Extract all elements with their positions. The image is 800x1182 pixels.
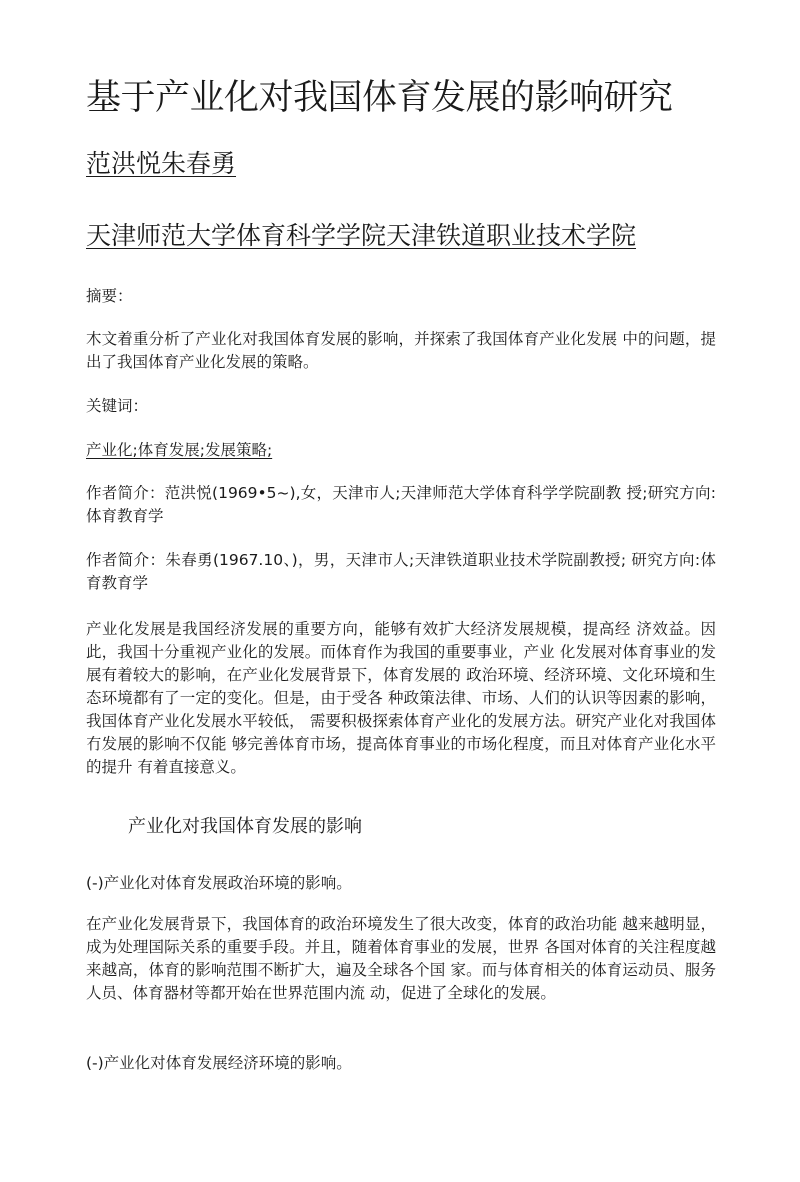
subsection-heading-political: (-)产业化对体育发展政治环境的影响。 xyxy=(86,874,352,892)
author-affiliation: 天津师范大学体育科学学院天津铁道职业技术学院 xyxy=(86,221,637,250)
subsection-heading-economic: (-)产业化对体育发展经济环境的影响。 xyxy=(86,1054,352,1072)
subsection-text-political: 在产业化发展背景下，我国体育的政治环境发生了很大改变，体育的政治功能 越来越明显，成为处理国际关系的重要手段。并且，随着体育事业的发展，世界 各国对体育的关注程度越来越高，体育的影响范围不断扩大，遍及全球各个国 家。而与体育相关的体育运动员、服务人员、体育器材等都开始在世界范围内流 动，促进了全球化的发展。 xyxy=(86,915,716,1002)
abstract-label: 摘要： xyxy=(86,287,133,305)
author-bio-1: 作者简介：范洪悦(1969•5~),女，天津市人;天津师范大学体育科学学院副教 授;研究方向:体育教育学 xyxy=(86,484,716,525)
section-heading: 产业化对我国体育发展的影响 xyxy=(128,816,362,837)
author-names: 范洪悦朱春勇 xyxy=(86,149,237,178)
document-title: 基于产业化对我国体育发展的影响研究 xyxy=(86,78,673,118)
abstract-text: 木文着重分析了产业化对我国体育发展的影响，并探索了我国体育产业化发展 中的问题，提出了我国体育产业化发展的策略。 xyxy=(86,330,716,371)
intro-paragraph: 产业化发展是我国经济发展的重要方向，能够有效扩大经济发展规模，提高经 济效益。因此，我国十分重视产业化的发展。而体育作为我国的重要事业，产业 化发展对体育事业的发展有着较大的影响，在产业化发展背景下，体育发展的 政治环境、经济环境、文化环境和生态环境都有了一定的变化。但是，由于受各 种政策法律、市场、人们的认识等因素的影响，我国体育产业化发展水平较低， 需要积极探索体育产业化的发展方法。研究产业化对我国体冇发展的影响不仅能 够完善体育市场，提高体育事业的市场化程度，而且对体育产业化水平的提升 有着直接意义。 xyxy=(86,620,716,776)
author-bio-2: 作者简介：朱春勇(1967.10、)，男，天津市人;天津铁道职业技术学院副教授; 研究方向:体育教育学 xyxy=(86,551,716,592)
keywords-list: 产业化;体育发展;发展策略; xyxy=(86,441,273,459)
keywords-text xyxy=(86,439,716,462)
keywords-label: 关键词： xyxy=(86,397,149,415)
